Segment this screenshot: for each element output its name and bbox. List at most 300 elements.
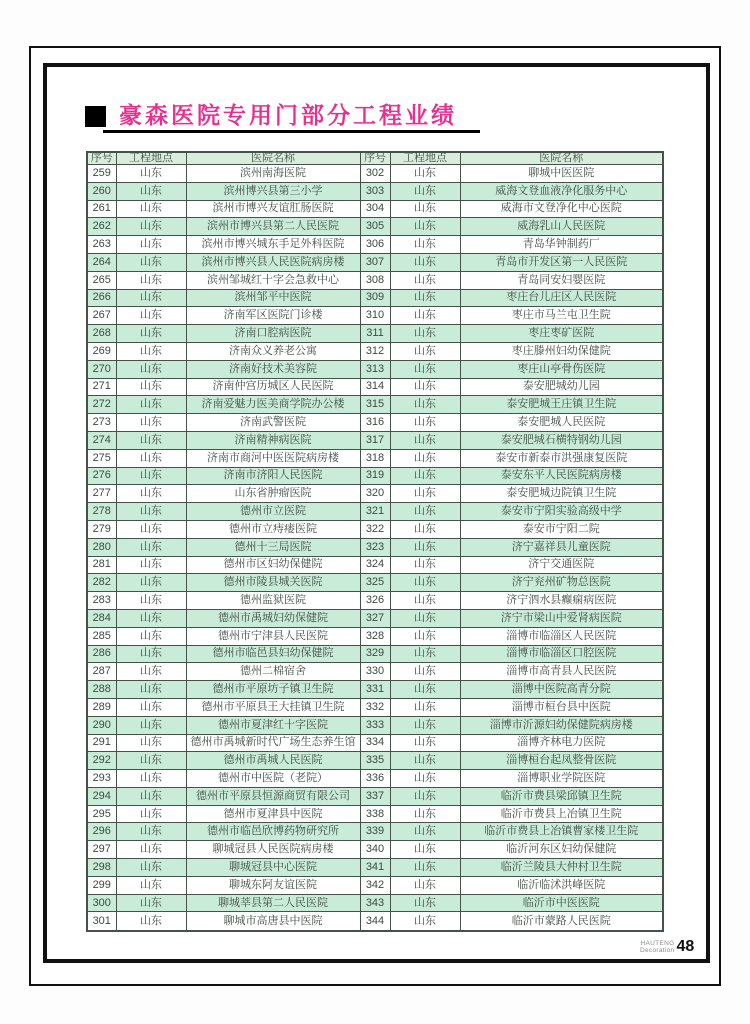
location-cell: 山东: [116, 627, 186, 645]
table-row: [87, 574, 663, 592]
hospital-cell: 淄博市桓台县中医院: [460, 698, 663, 716]
hospital-cell: 济南好技术美容院: [186, 360, 360, 378]
location-cell: 山东: [390, 236, 460, 254]
hospital-cell: 济南口腔病医院: [186, 325, 360, 343]
hospital-cell: 聊城东阿友谊医院: [186, 876, 360, 894]
table-row: [87, 823, 663, 841]
location-cell: 山东: [116, 236, 186, 254]
location-cell: 山东: [116, 592, 186, 610]
location-cell: 山东: [116, 165, 186, 183]
location-cell: 山东: [390, 823, 460, 841]
serial-cell: 284: [87, 609, 116, 627]
serial-cell: 274: [87, 431, 116, 449]
hospital-cell: 济南众义养老公寓: [186, 342, 360, 360]
table-row: [87, 698, 663, 716]
table-row: [87, 253, 663, 271]
location-cell: 山东: [390, 841, 460, 859]
location-cell: 山东: [390, 360, 460, 378]
table-row: [87, 271, 663, 289]
serial-cell: 290: [87, 716, 116, 734]
location-cell: 山东: [116, 663, 186, 681]
location-cell: 山东: [390, 805, 460, 823]
hospital-cell: 聊城冠县中心医院: [186, 859, 360, 877]
serial-cell: 273: [87, 414, 116, 432]
serial-cell: 341: [360, 859, 390, 877]
hospital-cell: 临沂市费县梁邱镇卫生院: [460, 787, 663, 805]
serial-cell: 312: [360, 342, 390, 360]
table-row: [87, 182, 663, 200]
hospital-cell: 滨州市博兴友谊肛肠医院: [186, 200, 360, 218]
table-row: [87, 165, 663, 183]
serial-cell: 332: [360, 698, 390, 716]
serial-cell: 333: [360, 716, 390, 734]
hospital-cell: 济南仲宫历城区人民医院: [186, 378, 360, 396]
hospital-cell: 泰安肥城人民医院: [460, 414, 663, 432]
hospital-cell: 枣庄枣矿医院: [460, 325, 663, 343]
location-cell: 山东: [116, 467, 186, 485]
hospital-cell: 德州市立医院: [186, 503, 360, 521]
hospital-cell: 威海市文登净化中心医院: [460, 200, 663, 218]
serial-cell: 266: [87, 289, 116, 307]
serial-cell: 304: [360, 200, 390, 218]
hospital-cell: 枣庄滕州妇幼保健院: [460, 342, 663, 360]
serial-cell: 317: [360, 431, 390, 449]
location-cell: 山东: [116, 698, 186, 716]
serial-cell: 314: [360, 378, 390, 396]
hospital-cell: 临沂市中医医院: [460, 894, 663, 912]
hospital-cell: 德州市平原县恒源商贸有限公司: [186, 787, 360, 805]
location-cell: 山东: [390, 467, 460, 485]
hospital-cell: 聊城中医医院: [460, 165, 663, 183]
serial-cell: 331: [360, 681, 390, 699]
hospital-cell: 济宁市梁山中爱肾病医院: [460, 609, 663, 627]
location-cell: 山东: [116, 574, 186, 592]
serial-cell: 319: [360, 467, 390, 485]
table-row: [87, 681, 663, 699]
location-cell: 山东: [390, 520, 460, 538]
serial-cell: 338: [360, 805, 390, 823]
serial-cell: 270: [87, 360, 116, 378]
location-cell: 山东: [116, 520, 186, 538]
serial-cell: 342: [360, 876, 390, 894]
hospital-cell: 山东省肿瘤医院: [186, 485, 360, 503]
serial-cell: 340: [360, 841, 390, 859]
hospital-cell: 临沂市费县上冶镇曹家楼卫生院: [460, 823, 663, 841]
footer-brand: [640, 940, 674, 955]
table-row: [87, 414, 663, 432]
hospital-cell: 济南爱魅力医美商学院办公楼: [186, 396, 360, 414]
serial-cell: 293: [87, 770, 116, 788]
serial-cell: 276: [87, 467, 116, 485]
serial-cell: 308: [360, 271, 390, 289]
serial-cell: 259: [87, 165, 116, 183]
column-header: 序号: [360, 152, 390, 165]
table-row: [87, 378, 663, 396]
serial-cell: 326: [360, 592, 390, 610]
location-cell: 山东: [390, 449, 460, 467]
location-cell: 山东: [116, 325, 186, 343]
location-cell: 山东: [390, 414, 460, 432]
location-cell: 山东: [390, 182, 460, 200]
serial-cell: 328: [360, 627, 390, 645]
location-cell: 山东: [390, 503, 460, 521]
location-cell: 山东: [390, 307, 460, 325]
location-cell: 山东: [390, 218, 460, 236]
table-row: [87, 289, 663, 307]
table-row: [87, 609, 663, 627]
serial-cell: 321: [360, 503, 390, 521]
table-row: [87, 912, 663, 931]
table-row: [87, 716, 663, 734]
column-header: 医院名称: [460, 152, 663, 165]
table-row: [87, 841, 663, 859]
table-row: [87, 467, 663, 485]
table-row: [87, 734, 663, 752]
hospital-cell: 聊城市高唐县中医院: [186, 912, 360, 931]
location-cell: 山东: [116, 716, 186, 734]
location-cell: 山东: [390, 538, 460, 556]
location-cell: 山东: [390, 787, 460, 805]
serial-cell: 325: [360, 574, 390, 592]
table-row: [87, 200, 663, 218]
serial-cell: 318: [360, 449, 390, 467]
hospital-cell: 泰安肥城石横特钢幼儿园: [460, 431, 663, 449]
location-cell: 山东: [116, 805, 186, 823]
serial-cell: 334: [360, 734, 390, 752]
serial-cell: 275: [87, 449, 116, 467]
location-cell: 山东: [390, 378, 460, 396]
serial-cell: 265: [87, 271, 116, 289]
hospital-cell: 枣庄市马兰屯卫生院: [460, 307, 663, 325]
location-cell: 山东: [390, 200, 460, 218]
location-cell: 山东: [390, 859, 460, 877]
location-cell: 山东: [116, 200, 186, 218]
hospital-cell: 济宁兖州矿物总医院: [460, 574, 663, 592]
serial-cell: 280: [87, 538, 116, 556]
hospital-cell: 济南武警医院: [186, 414, 360, 432]
serial-cell: 310: [360, 307, 390, 325]
hospital-cell: 青岛同安妇婴医院: [460, 271, 663, 289]
hospital-cell: 滨州市博兴县第二人民医院: [186, 218, 360, 236]
table-header-row: [87, 152, 663, 165]
location-cell: 山东: [116, 823, 186, 841]
serial-cell: 291: [87, 734, 116, 752]
location-cell: 山东: [116, 752, 186, 770]
location-cell: 山东: [116, 307, 186, 325]
location-cell: 山东: [390, 609, 460, 627]
serial-cell: 272: [87, 396, 116, 414]
location-cell: 山东: [390, 894, 460, 912]
hospital-cell: 滨州市博兴城东手足外科医院: [186, 236, 360, 254]
serial-cell: 294: [87, 787, 116, 805]
hospital-cell: 滨州邹平中医院: [186, 289, 360, 307]
serial-cell: 268: [87, 325, 116, 343]
location-cell: 山东: [390, 574, 460, 592]
serial-cell: 297: [87, 841, 116, 859]
hospital-cell: 临沂市蒙路人民医院: [460, 912, 663, 931]
serial-cell: 289: [87, 698, 116, 716]
hospital-cell: 济南军区医院门诊楼: [186, 307, 360, 325]
location-cell: 山东: [390, 396, 460, 414]
location-cell: 山东: [116, 645, 186, 663]
hospital-cell: 济南市商河中医医院病房楼: [186, 449, 360, 467]
location-cell: 山东: [390, 734, 460, 752]
title-bullet-square: [85, 106, 106, 127]
hospital-cell: 青岛华钟制药厂: [460, 236, 663, 254]
location-cell: 山东: [116, 342, 186, 360]
hospital-cell: 德州市禹城新时代广场生态养生馆: [186, 734, 360, 752]
serial-cell: 322: [360, 520, 390, 538]
location-cell: 山东: [116, 841, 186, 859]
hospital-cell: 滨州博兴县第三小学: [186, 182, 360, 200]
hospital-cell: 德州市立痔瘘医院: [186, 520, 360, 538]
location-cell: 山东: [116, 378, 186, 396]
footer-brand-line2: Decoration: [640, 947, 675, 954]
hospital-cell: 德州市中医院（老院）: [186, 770, 360, 788]
table-row: [87, 752, 663, 770]
hospital-cell: 德州市平原坊子镇卫生院: [186, 681, 360, 699]
location-cell: 山东: [116, 218, 186, 236]
serial-cell: 281: [87, 556, 116, 574]
column-header: 工程地点: [390, 152, 460, 165]
location-cell: 山东: [116, 787, 186, 805]
column-header: 序号: [87, 152, 116, 165]
hospital-cell: 淄博市临淄区口腔医院: [460, 645, 663, 663]
location-cell: 山东: [390, 342, 460, 360]
serial-cell: 298: [87, 859, 116, 877]
hospital-cell: 滨州南海医院: [186, 165, 360, 183]
location-cell: 山东: [390, 770, 460, 788]
table-row: [87, 770, 663, 788]
location-cell: 山东: [116, 876, 186, 894]
location-cell: 山东: [116, 182, 186, 200]
title-underline: [103, 130, 480, 133]
footer-brand-line1: HAUTENG: [640, 939, 675, 947]
location-cell: 山东: [116, 770, 186, 788]
hospital-cell: 临沂市费县上冶镇卫生院: [460, 805, 663, 823]
serial-cell: 285: [87, 627, 116, 645]
table-row: [87, 556, 663, 574]
hospital-cell: 德州市禹城妇幼保健院: [186, 609, 360, 627]
table-row: [87, 627, 663, 645]
location-cell: 山东: [390, 289, 460, 307]
serial-cell: 320: [360, 485, 390, 503]
location-cell: 山东: [116, 449, 186, 467]
hospital-cell: 德州监狱医院: [186, 592, 360, 610]
location-cell: 山东: [390, 271, 460, 289]
hospital-cell: 德州二棉宿舍: [186, 663, 360, 681]
table-row: [87, 236, 663, 254]
serial-cell: 287: [87, 663, 116, 681]
table-row: [87, 396, 663, 414]
hospital-cell: 泰安市新泰市洪强康复医院: [460, 449, 663, 467]
hospital-cell: 淄博市高青县人民医院: [460, 663, 663, 681]
serial-cell: 309: [360, 289, 390, 307]
hospital-cell: 济宁泗水县癫痫病医院: [460, 592, 663, 610]
hospital-cell: 淄博桓台起凤整骨医院: [460, 752, 663, 770]
table-row: [87, 307, 663, 325]
location-cell: 山东: [116, 912, 186, 931]
hospital-cell: 泰安市宁阳实验高级中学: [460, 503, 663, 521]
table-row: [87, 342, 663, 360]
serial-cell: 267: [87, 307, 116, 325]
location-cell: 山东: [116, 556, 186, 574]
page-title: 豪森医院专用门部分工程业绩: [119, 102, 457, 128]
location-cell: 山东: [116, 859, 186, 877]
serial-cell: 302: [360, 165, 390, 183]
serial-cell: 283: [87, 592, 116, 610]
location-cell: 山东: [116, 503, 186, 521]
hospital-cell: 淄博市临淄区人民医院: [460, 627, 663, 645]
location-cell: 山东: [116, 538, 186, 556]
location-cell: 山东: [116, 894, 186, 912]
hospital-cell: 淄博职业学院医院: [460, 770, 663, 788]
location-cell: 山东: [390, 556, 460, 574]
table-row: [87, 663, 663, 681]
location-cell: 山东: [116, 360, 186, 378]
location-cell: 山东: [116, 289, 186, 307]
hospital-cell: 德州市区妇幼保健院: [186, 556, 360, 574]
serial-cell: 330: [360, 663, 390, 681]
serial-cell: 313: [360, 360, 390, 378]
hospital-cell: 德州市宁津县人民医院: [186, 627, 360, 645]
projects-table: [86, 151, 664, 932]
table-body: [87, 165, 663, 932]
hospital-cell: 威海文登血液净化服务中心: [460, 182, 663, 200]
hospital-cell: 德州市禹城人民医院: [186, 752, 360, 770]
hospital-cell: 泰安肥城王庄镇卫生院: [460, 396, 663, 414]
serial-cell: 278: [87, 503, 116, 521]
serial-cell: 279: [87, 520, 116, 538]
serial-cell: 303: [360, 182, 390, 200]
table-row: [87, 538, 663, 556]
location-cell: 山东: [390, 165, 460, 183]
serial-cell: 305: [360, 218, 390, 236]
table-row: [87, 431, 663, 449]
serial-cell: 296: [87, 823, 116, 841]
serial-cell: 337: [360, 787, 390, 805]
serial-cell: 344: [360, 912, 390, 931]
table-row: [87, 645, 663, 663]
location-cell: 山东: [390, 645, 460, 663]
serial-cell: 329: [360, 645, 390, 663]
location-cell: 山东: [390, 485, 460, 503]
table-row: [87, 520, 663, 538]
location-cell: 山东: [390, 752, 460, 770]
hospital-cell: 枣庄台儿庄区人民医院: [460, 289, 663, 307]
column-header: 医院名称: [186, 152, 360, 165]
hospital-cell: 德州市临邑县妇幼保健院: [186, 645, 360, 663]
hospital-cell: 德州市夏津县中医院: [186, 805, 360, 823]
serial-cell: 263: [87, 236, 116, 254]
serial-cell: 299: [87, 876, 116, 894]
hospital-cell: 济宁交通医院: [460, 556, 663, 574]
table-row: [87, 325, 663, 343]
serial-cell: 327: [360, 609, 390, 627]
serial-cell: 262: [87, 218, 116, 236]
hospital-cell: 临沂临沭洪峰医院: [460, 876, 663, 894]
table-row: [87, 805, 663, 823]
serial-cell: 295: [87, 805, 116, 823]
location-cell: 山东: [390, 627, 460, 645]
location-cell: 山东: [116, 609, 186, 627]
hospital-cell: 临沂河东区妇幼保健院: [460, 841, 663, 859]
serial-cell: 286: [87, 645, 116, 663]
serial-cell: 307: [360, 253, 390, 271]
hospital-cell: 聊城莘县第二人民医院: [186, 894, 360, 912]
hospital-cell: 淄博中医院高青分院: [460, 681, 663, 699]
hospital-cell: 滨州邹城红十字会急救中心: [186, 271, 360, 289]
location-cell: 山东: [390, 716, 460, 734]
hospital-cell: 青岛市开发区第一人民医院: [460, 253, 663, 271]
hospital-cell: 济南市济阳人民医院: [186, 467, 360, 485]
hospital-cell: 德州市平原县王大挂镇卫生院: [186, 698, 360, 716]
hospital-cell: 泰安市宁阳二院: [460, 520, 663, 538]
location-cell: 山东: [116, 485, 186, 503]
serial-cell: 269: [87, 342, 116, 360]
location-cell: 山东: [116, 253, 186, 271]
location-cell: 山东: [116, 431, 186, 449]
hospital-cell: 济宁嘉祥县儿童医院: [460, 538, 663, 556]
serial-cell: 339: [360, 823, 390, 841]
location-cell: 山东: [116, 681, 186, 699]
hospital-cell: 泰安肥城幼儿园: [460, 378, 663, 396]
serial-cell: 282: [87, 574, 116, 592]
serial-cell: 301: [87, 912, 116, 931]
serial-cell: 277: [87, 485, 116, 503]
hospital-cell: 泰安肥城边院镇卫生院: [460, 485, 663, 503]
hospital-cell: 泰安东平人民医院病房楼: [460, 467, 663, 485]
title-block: [85, 103, 457, 128]
serial-cell: 261: [87, 200, 116, 218]
serial-cell: 264: [87, 253, 116, 271]
page-number: 48: [676, 938, 695, 955]
hospital-cell: 淄博齐林电力医院: [460, 734, 663, 752]
serial-cell: 315: [360, 396, 390, 414]
serial-cell: 300: [87, 894, 116, 912]
hospital-cell: 威海乳山人民医院: [460, 218, 663, 236]
serial-cell: 323: [360, 538, 390, 556]
hospital-cell: 德州市陵县城关医院: [186, 574, 360, 592]
serial-cell: 260: [87, 182, 116, 200]
column-header: 工程地点: [116, 152, 186, 165]
table-row: [87, 503, 663, 521]
hospital-cell: 临沂兰陵县大仲村卫生院: [460, 859, 663, 877]
location-cell: 山东: [390, 681, 460, 699]
serial-cell: 288: [87, 681, 116, 699]
location-cell: 山东: [116, 734, 186, 752]
serial-cell: 324: [360, 556, 390, 574]
location-cell: 山东: [116, 396, 186, 414]
hospital-cell: 济南精神病医院: [186, 431, 360, 449]
serial-cell: 335: [360, 752, 390, 770]
location-cell: 山东: [390, 912, 460, 931]
location-cell: 山东: [116, 271, 186, 289]
table-row: [87, 894, 663, 912]
location-cell: 山东: [390, 876, 460, 894]
hospital-cell: 聊城冠县人民医院病房楼: [186, 841, 360, 859]
page-footer: [640, 939, 694, 955]
serial-cell: 271: [87, 378, 116, 396]
serial-cell: 316: [360, 414, 390, 432]
location-cell: 山东: [390, 698, 460, 716]
table-row: [87, 485, 663, 503]
table-row: [87, 592, 663, 610]
table-row: [87, 218, 663, 236]
hospital-cell: 德州市临邑欣博药物研究所: [186, 823, 360, 841]
hospital-cell: 枣庄山亭骨伤医院: [460, 360, 663, 378]
serial-cell: 336: [360, 770, 390, 788]
